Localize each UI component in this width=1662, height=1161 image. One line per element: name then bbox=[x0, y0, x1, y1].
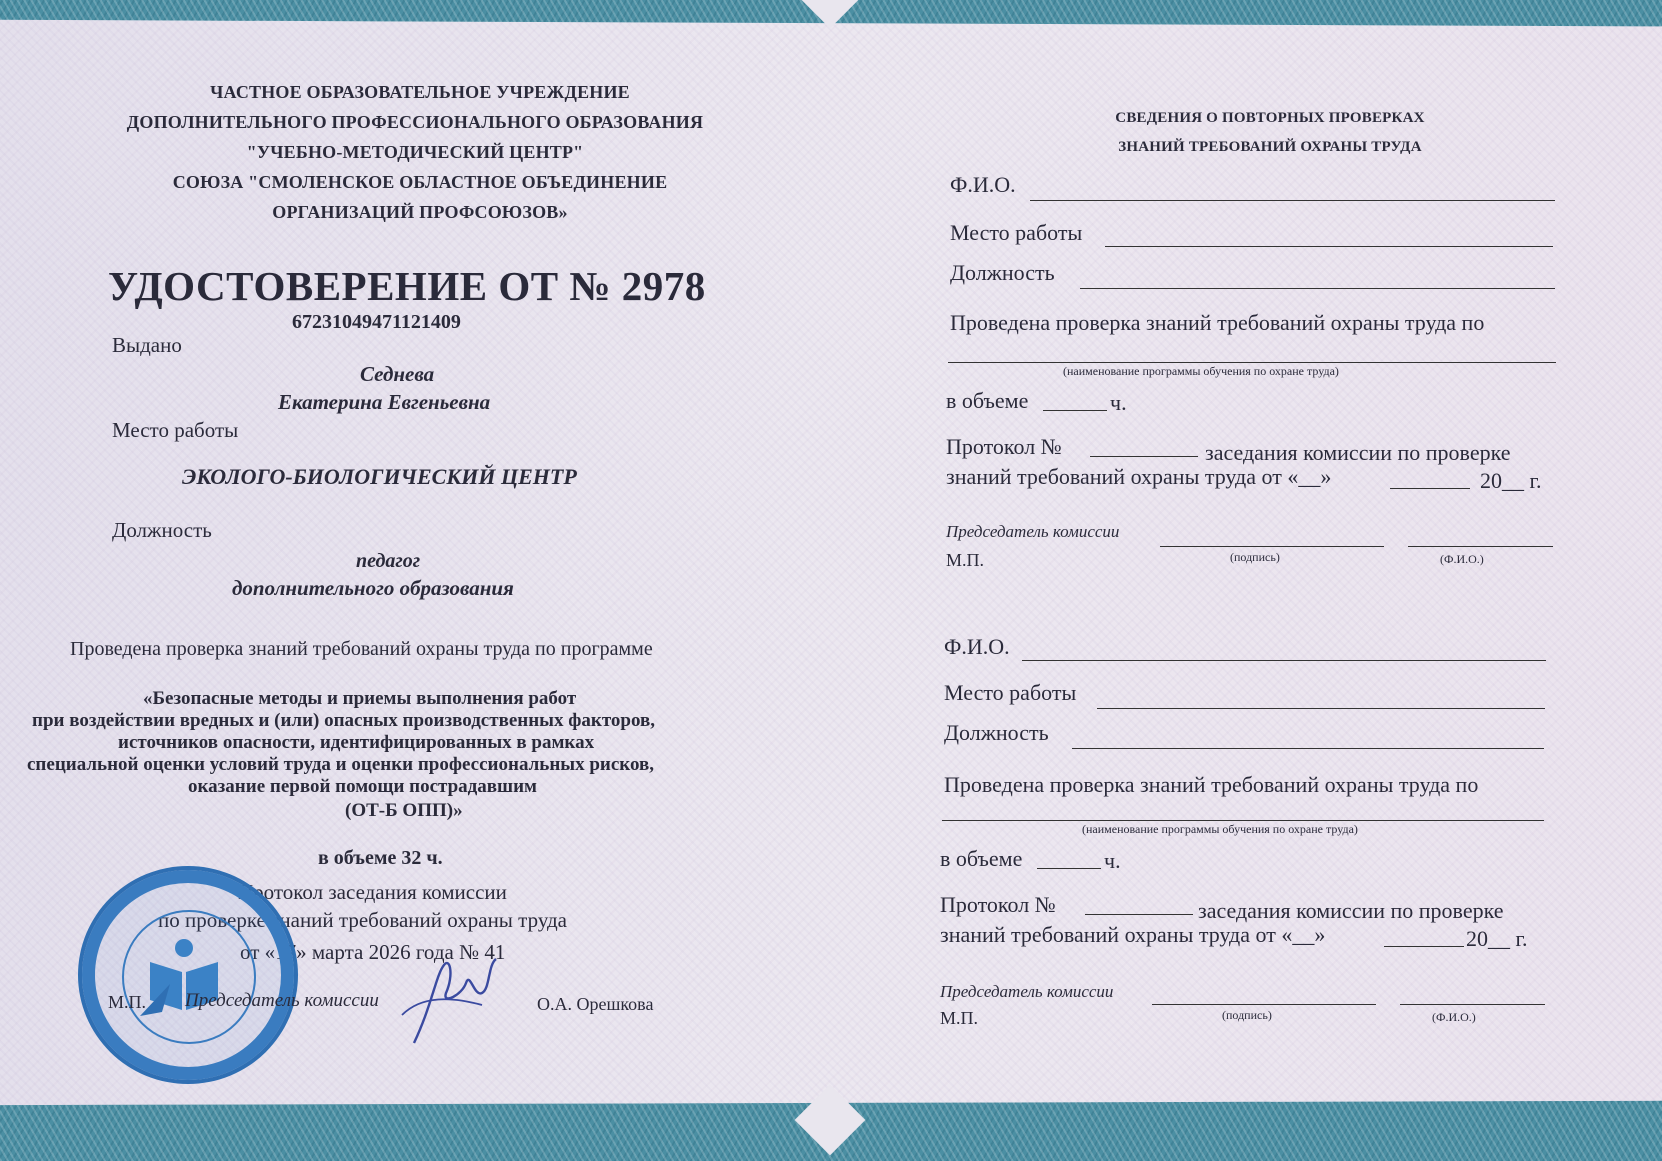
protocol-number-line bbox=[1090, 456, 1198, 457]
position-value: дополнительного образования bbox=[232, 576, 514, 600]
chairman-label: Председатель комиссии bbox=[185, 990, 379, 1011]
protocol-number-line bbox=[1085, 914, 1193, 915]
chairman-label: Председатель комиссии bbox=[940, 982, 1114, 1001]
stamp-place-label: М.П. bbox=[108, 992, 147, 1012]
position-label: Должность bbox=[950, 260, 1055, 285]
check-text: Проведена проверка знаний требований охраны труда по bbox=[944, 772, 1479, 797]
registration-number: 67231049471121409 bbox=[292, 311, 461, 333]
workplace-label: Место работы bbox=[944, 680, 1077, 705]
volume-suffix: ч. bbox=[1104, 848, 1121, 873]
protocol-month-line bbox=[1390, 488, 1470, 489]
signature-caption: (подпись) bbox=[1222, 1008, 1272, 1022]
volume-field-line bbox=[1037, 868, 1101, 869]
signature-line bbox=[1152, 1004, 1376, 1005]
volume-text: в объеме 32 ч. bbox=[318, 847, 443, 869]
workplace-field-line bbox=[1105, 246, 1553, 247]
volume-prefix: в объеме bbox=[940, 846, 1023, 871]
chairman-label: Председатель комиссии bbox=[946, 522, 1120, 541]
position-field-line bbox=[1072, 748, 1544, 749]
org-line: ДОПОЛНИТЕЛЬНОГО ПРОФЕССИОНАЛЬНОГО ОБРАЗОВАНИЯ bbox=[126, 112, 704, 132]
program-line: оказание первой помощи пострадавшим bbox=[188, 776, 537, 797]
check-text: Проведена проверка знаний требований охраны труда по bbox=[950, 310, 1485, 335]
fio-caption: (Ф.И.О.) bbox=[1432, 1010, 1476, 1024]
year-text: 20__ г. bbox=[1480, 468, 1542, 493]
right-header-line: ЗНАНИЙ ТРЕБОВАНИЙ ОХРАНЫ ТРУДА bbox=[1118, 139, 1422, 155]
signature-line bbox=[1160, 546, 1384, 547]
workplace-field-line bbox=[1097, 708, 1545, 709]
fio-sign-line bbox=[1400, 1004, 1545, 1005]
stamp-place-label: М.П. bbox=[940, 1008, 979, 1028]
fio-field-line bbox=[1030, 200, 1555, 201]
fio-field-line bbox=[1022, 660, 1546, 661]
right-header-line: СВЕДЕНИЯ О ПОВТОРНЫХ ПРОВЕРКАХ bbox=[1115, 110, 1425, 126]
workplace-label: Место работы bbox=[112, 418, 239, 442]
protocol-line2: знаний требований охраны труда от «__» bbox=[940, 922, 1326, 947]
program-line: при воздействии вредных и (или) опасных производственных факторов, bbox=[32, 710, 656, 731]
position-value: педагог bbox=[356, 550, 421, 572]
position-label: Должность bbox=[944, 720, 1049, 745]
organization-stamp bbox=[78, 866, 298, 1084]
protocol-line2: знаний требований охраны труда от «__» bbox=[946, 464, 1332, 489]
protocol-line: от «17» марта 2026 года № 41 bbox=[240, 940, 506, 964]
holder-name: Екатерина Евгеньевна bbox=[278, 390, 491, 414]
program-field-line bbox=[948, 362, 1556, 363]
holder-surname: Седнева bbox=[360, 362, 435, 386]
signature bbox=[392, 935, 512, 1055]
chairman-name: О.А. Орешкова bbox=[537, 994, 654, 1014]
position-label: Должность bbox=[112, 518, 212, 542]
certificate-title: УДОСТОВЕРЕНИЕ ОТ № 2978 bbox=[108, 263, 706, 309]
protocol-month-line bbox=[1384, 946, 1464, 947]
check-text: Проведена проверка знаний требований охраны труда по программе bbox=[70, 638, 653, 660]
position-field-line bbox=[1080, 288, 1555, 289]
protocol-suffix: заседания комиссии по проверке bbox=[1205, 440, 1511, 465]
signature-caption: (подпись) bbox=[1230, 550, 1280, 564]
fio-sign-line bbox=[1408, 546, 1553, 547]
program-field-line bbox=[942, 820, 1544, 821]
issued-label: Выдано bbox=[112, 333, 182, 357]
program-caption: (наименование программы обучения по охране труда) bbox=[1063, 364, 1339, 378]
volume-field-line bbox=[1043, 410, 1107, 411]
fio-label: Ф.И.О. bbox=[944, 634, 1010, 659]
org-line: ОРГАНИЗАЦИЙ ПРОФСОЮЗОВ» bbox=[272, 202, 568, 222]
protocol-prefix: Протокол № bbox=[940, 892, 1056, 917]
org-line: СОЮЗА "СМОЛЕНСКОЕ ОБЛАСТНОЕ ОБЪЕДИНЕНИЕ bbox=[172, 172, 668, 192]
fio-caption: (Ф.И.О.) bbox=[1440, 552, 1484, 566]
program-caption: (наименование программы обучения по охране труда) bbox=[1082, 822, 1358, 836]
protocol-suffix: заседания комиссии по проверке bbox=[1198, 898, 1504, 923]
program-line: специальной оценки условий труда и оценки профессиональных рисков, bbox=[27, 754, 655, 775]
protocol-prefix: Протокол № bbox=[946, 434, 1062, 459]
stamp-book-icon bbox=[78, 866, 290, 1076]
program-line: (ОТ-Б ОПП)» bbox=[345, 800, 463, 821]
workplace-value: ЭКОЛОГО-БИОЛОГИЧЕСКИЙ ЦЕНТР bbox=[182, 464, 577, 489]
workplace-label: Место работы bbox=[950, 220, 1083, 245]
stamp-place-label: М.П. bbox=[946, 550, 985, 570]
program-line: «Безопасные методы и приемы выполнения работ bbox=[143, 688, 577, 709]
org-line: ЧАСТНОЕ ОБРАЗОВАТЕЛЬНОЕ УЧРЕЖДЕНИЕ bbox=[210, 82, 630, 102]
year-text: 20__ г. bbox=[1466, 926, 1528, 951]
org-line: "УЧЕБНО-МЕТОДИЧЕСКИЙ ЦЕНТР" bbox=[246, 142, 584, 162]
fio-label: Ф.И.О. bbox=[950, 172, 1016, 197]
program-line: источников опасности, идентифицированных в рамках bbox=[118, 732, 595, 753]
volume-prefix: в объеме bbox=[946, 388, 1029, 413]
protocol-line: по проверке знаний требований охраны труда bbox=[158, 908, 568, 932]
protocol-line: Протокол заседания комиссии bbox=[238, 880, 507, 904]
volume-suffix: ч. bbox=[1110, 390, 1127, 415]
